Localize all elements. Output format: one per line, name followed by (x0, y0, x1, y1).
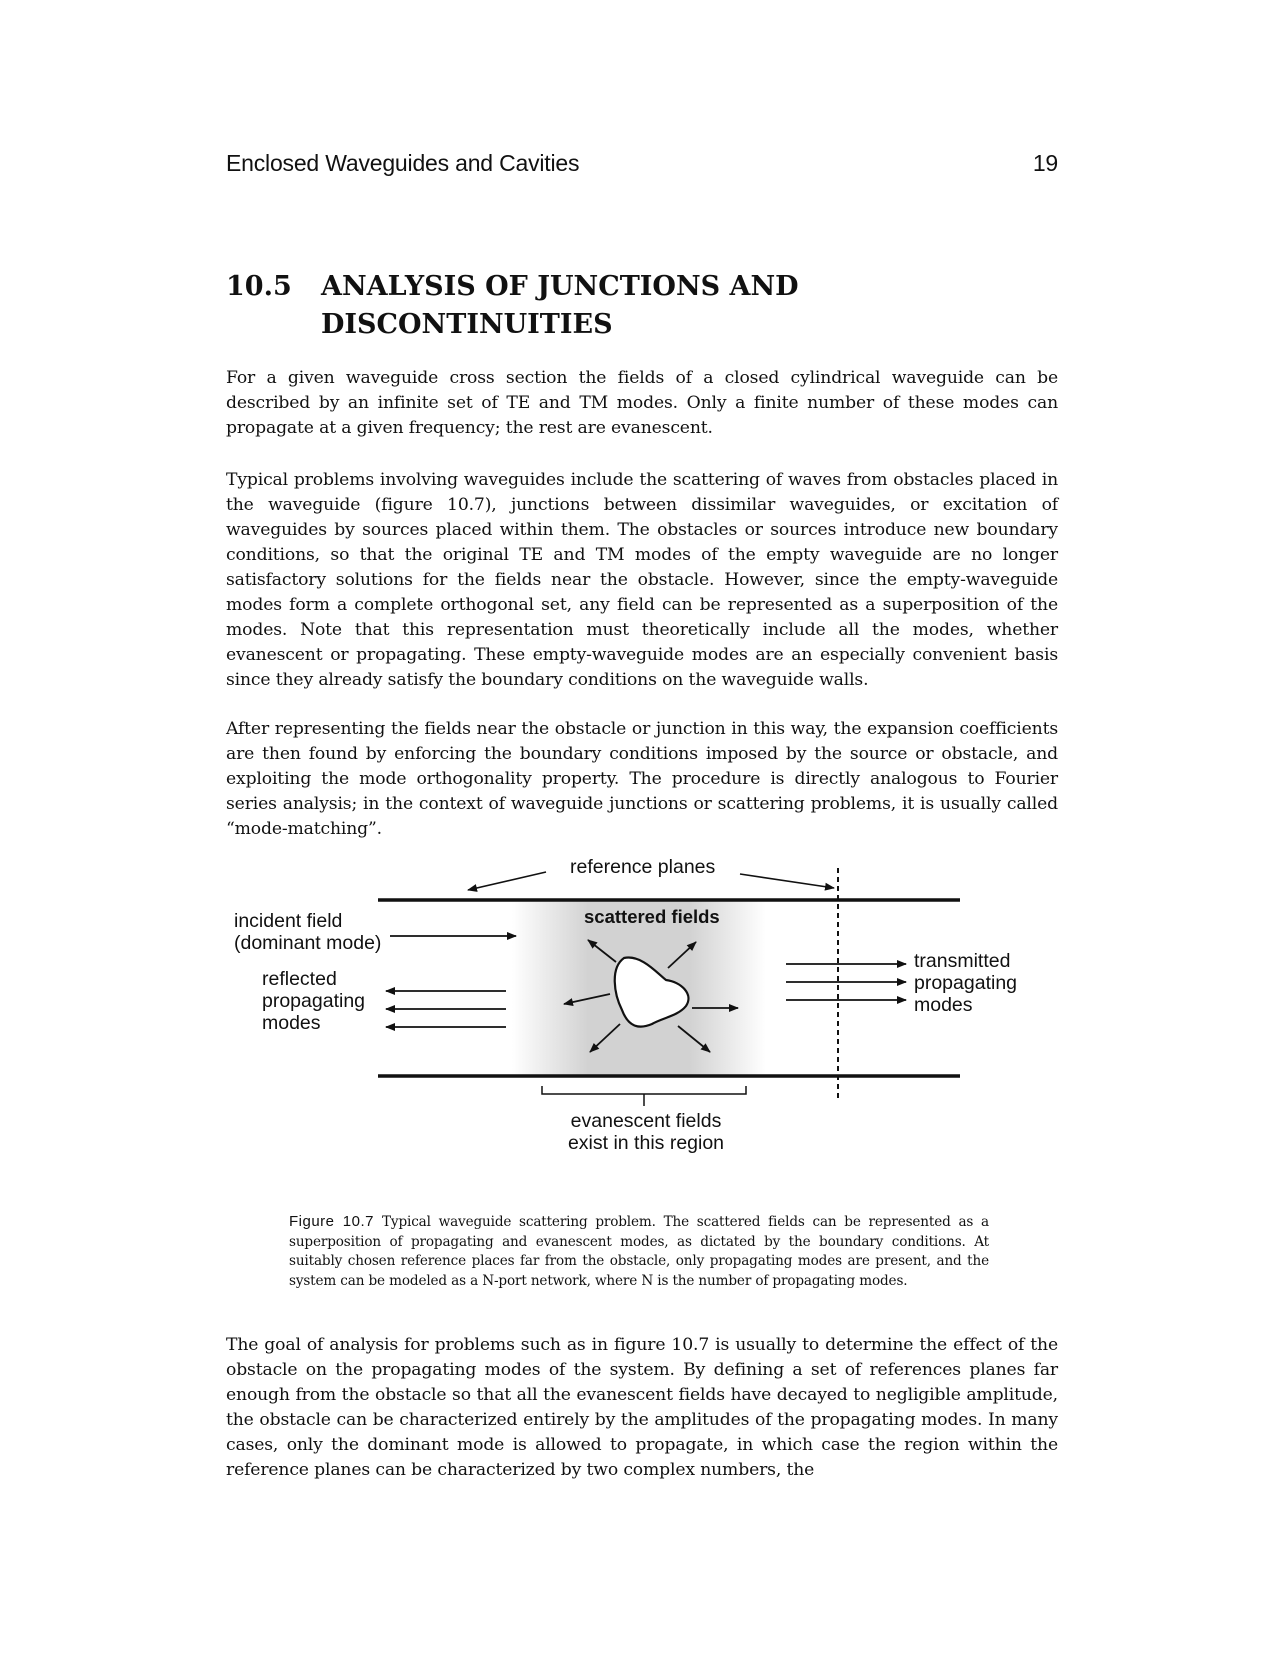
section-title (321, 268, 1058, 344)
running-head (226, 150, 1058, 177)
label-evanescent-fields: evanescent fields exist in this region (567, 1110, 725, 1154)
figure-caption (289, 1212, 989, 1291)
evanescent-bracket (542, 1086, 746, 1094)
section-heading (226, 268, 1058, 344)
paragraph: For a given waveguide cross section the fields of a closed cylindrical waveguide can be described by an infinite set of TE and TM modes. Only a finite number of these modes can propagate at a given frequency; the rest are evanescent. (226, 368, 1058, 438)
figure-waveguide-scattering (226, 856, 1018, 1158)
reference-pointer-left (468, 872, 546, 890)
reference-pointer-right (740, 874, 834, 888)
label-reflected-modes: reflected propagating modes (262, 968, 366, 1034)
caption-label: Figure 10.7 (289, 1213, 374, 1230)
section-title-line-1: ANALYSIS OF JUNCTIONS AND (321, 271, 799, 302)
paragraph: The goal of analysis for problems such as in figure 10.7 is usually to determine the effect of the obstacle on the propagating modes of the system. By defining a set of references planes far enough from the obstacle so that all the evanescent fields have decayed to negligible amplitude, the obstacle can be characterized entirely by the amplitudes of the propagating modes. In many cases, only the dominant mode is allowed to propagate, in which case the region within the reference planes can be characterized by two complex numbers, the (226, 1335, 1058, 1480)
label-incident-field: incident field (dominant mode) (234, 910, 382, 954)
paragraph: Typical problems involving waveguides include the scattering of waves from obstacles placed in the waveguide (figure 10.7), junctions between dissimilar waveguides, or excitation of waveguides by sources placed within them. The obstacles or sources introduce new boundary conditions, so that the original TE and TM modes of the empty waveguide are no longer satisfactory solutions for the fields near the obstacle. However, since the empty-waveguide modes form a complete orthogonal set, any field can be represented as a superposition of the modes. Note that this representation must theoretically include all the modes, whether evanescent or propagating. These empty-waveguide modes are an especially convenient basis since they already satisfy the boundary conditions on the waveguide walls. (226, 470, 1058, 690)
page-number: 19 (1032, 150, 1058, 176)
paragraph: After representing the fields near the obstacle or junction in this way, the expansion coefficients are then found by enforcing the boundary conditions imposed by the source or obstacle, and exploiting the mode orthogonality property. The procedure is directly analogous to Fourier series analysis; in the context of waveguide junctions or scattering problems, it is usually called “mode-matching”. (226, 719, 1058, 839)
running-title: Enclosed Waveguides and Cavities (226, 150, 580, 176)
caption-text: Typical waveguide scattering problem. The scattered fields can be represented as a superposition of propagating and evanescent modes, as dictated by the boundary conditions. At suitably chosen reference places far from the obstacle, only propagating modes are present, and the system can be modeled as a N-port network, where N is the number of propagating modes. (289, 1214, 989, 1289)
section-number: 10.5 (226, 271, 292, 302)
label-scattered-fields: scattered fields (584, 906, 720, 927)
label-reference-planes: reference planes (570, 856, 716, 878)
section-title-line-2: DISCONTINUITIES (321, 309, 613, 340)
label-transmitted-modes: transmitted propagating modes (914, 950, 1018, 1016)
